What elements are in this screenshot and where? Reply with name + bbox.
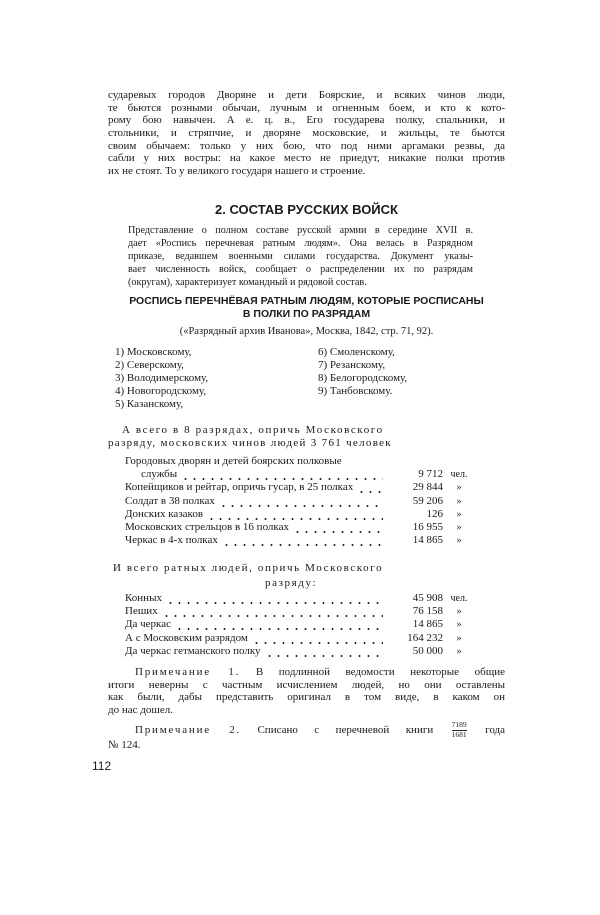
table-row: [125, 481, 475, 494]
text-line: их не стоят. То у великого государя нашего и строение.: [108, 165, 366, 178]
row-value: 9 712: [418, 468, 443, 481]
note-1-line-1: [108, 666, 505, 679]
table-row: [125, 508, 475, 521]
intro-line: приказе, ведавшем военными силами государства. Документ указы-: [128, 251, 473, 262]
fraction-numerator: 7189: [451, 720, 467, 730]
row-unit: »: [456, 606, 462, 618]
note-2-text: Списано с перечневой книги: [241, 724, 434, 736]
row-unit: »: [456, 619, 462, 631]
dot-leader: [175, 618, 383, 631]
list-item: 8) Белогородскому,: [318, 372, 408, 384]
total2-heading-line-1: И всего ратных людей, опричь Московского: [113, 562, 384, 574]
row-unit: »: [456, 632, 462, 644]
text-line: те бьются розными обычаи, лучным и огненным боем, и кто к кото-: [108, 101, 505, 114]
total1-heading-line-1: А всего в 8 разрядах, опричь Московского: [122, 424, 384, 436]
total1-heading-line-2: разряду, московских чинов людей 3 761 человек: [108, 436, 392, 449]
row-unit: »: [456, 645, 462, 657]
intro-line: дает «Роспись перечневая ратным людям». Она велась в Разрядном: [128, 238, 473, 249]
note-2-label: Примечание 2.: [135, 724, 242, 736]
paragraph-continuation: [108, 89, 505, 178]
list-item: 7) Резанскому,: [318, 359, 386, 371]
source-citation: («Разрядный архив Иванова», Москва, 1842, стр. 71, 92).: [179, 326, 434, 337]
note-1-line: до нас дошел.: [108, 704, 173, 717]
note-2-line-1: [108, 721, 505, 739]
dot-leader: [207, 508, 383, 521]
note-2: [108, 721, 505, 752]
intro-line: (округам), характеризует командный и рядовой состав.: [128, 277, 367, 288]
dot-leader: [357, 481, 383, 494]
row-label: Донских казаков: [125, 507, 204, 520]
total2-heading-line-2: разряду:: [265, 577, 318, 589]
razryad-list-right: [318, 346, 407, 398]
row-label: Да черкас гетманского полку: [125, 644, 261, 657]
row-unit: »: [456, 495, 462, 507]
row-value: 76 158: [412, 605, 443, 618]
text-line: рому бою навычен. А е. ц. в., Его государева полку, спальники, и: [108, 114, 505, 127]
list-item: 1) Московскому,: [115, 346, 192, 358]
dot-leader: [181, 468, 383, 481]
row-value: 59 206: [412, 494, 443, 507]
document-title-line-2: В ПОЛКИ ПО РАЗРЯДАМ: [242, 308, 371, 320]
row-unit: »: [456, 508, 462, 520]
note-1: [108, 666, 505, 717]
note-2-line-2: № 124.: [108, 739, 141, 751]
list-item: 9) Танбовскому.: [318, 385, 393, 397]
dot-leader: [166, 592, 383, 605]
text-line: стольники, и стряпчие, и дворяне московские, и жильцы, те бьются: [108, 127, 505, 140]
note-1-text: В подлинной ведомости некоторые общие: [240, 666, 505, 678]
row-label: Черкас в 4-х полках: [125, 534, 218, 547]
dot-leader: [252, 632, 383, 645]
row-unit: »: [456, 535, 462, 547]
row-unit: »: [456, 521, 462, 533]
razryad-list-left: [115, 346, 208, 411]
dot-leader: [265, 645, 383, 658]
text-line: сударевых городов Дворяне и дети Боярские, и всяких чинов люди,: [108, 89, 505, 101]
section-intro: [128, 224, 473, 289]
dot-leader: [219, 495, 383, 508]
list-item: 5) Казанскому,: [115, 398, 184, 410]
row-label: А с Московским разрядом: [125, 631, 248, 644]
table-1: [125, 455, 475, 547]
document-title-line-1: РОСПИСЬ ПЕРЕЧНЁВАЯ РАТНЫМ ЛЮДЯМ, КОТОРЫЕ РОСПИСАНЫ: [129, 295, 484, 307]
row-value: 14 865: [412, 618, 443, 631]
row-unit: чел.: [450, 469, 468, 481]
table-row: [125, 534, 475, 547]
note-1-line: итоги неверны с частным исчислением людей, но они оставлены: [108, 678, 505, 691]
table-2: [125, 592, 475, 658]
intro-line: Представление о полном составе русской армии в середине XVII в.: [128, 225, 473, 236]
table-row: [125, 495, 475, 508]
intro-line: вает численность войск, сообщает о распределении их по разрядам: [128, 264, 473, 275]
row-value: 164 232: [407, 631, 443, 644]
row-value: 126: [426, 507, 443, 520]
row-value: 14 865: [412, 534, 443, 547]
text-line: сабли у них востры: на какое место не приедут, никакие полки против: [108, 152, 505, 165]
dot-leader: [162, 605, 383, 618]
row-label: Да черкас: [125, 618, 171, 631]
row-value: 50 000: [412, 644, 443, 657]
book-number-fraction: [452, 721, 467, 739]
table-row: [125, 618, 475, 631]
row-label: службы: [141, 468, 178, 481]
row-label: Копейщиков и рейтар, опричь гусар, в 25 полках: [125, 481, 354, 494]
fraction-denominator: 1681: [451, 729, 467, 739]
table-row: [125, 592, 475, 605]
note-1-line: как были, дабы представить оригинал в том виде, в каком он: [108, 691, 505, 704]
row-label: Московских стрельцов в 16 полках: [125, 520, 289, 533]
table-row-label-continued: [125, 455, 475, 468]
row-label: Солдат в 38 полках: [125, 494, 215, 507]
table-row: [125, 632, 475, 645]
note-2-text-after: года: [468, 724, 505, 736]
dot-leader: [222, 534, 383, 547]
note-1-label: Примечание 1.: [135, 666, 241, 678]
list-item: 4) Новогородскому,: [115, 385, 207, 397]
list-item: 6) Смоленскому,: [318, 346, 395, 358]
section-heading: 2. СОСТАВ РУССКИХ ВОЙСК: [215, 202, 398, 217]
list-item: 3) Володимерскому,: [115, 372, 209, 384]
text-line: своим обычаем: только у них бою, что под ними аргамаки резвы, да: [108, 139, 505, 152]
row-label: Конных: [125, 592, 162, 604]
dot-leader: [293, 521, 383, 534]
row-unit: »: [456, 482, 462, 494]
row-unit: чел.: [450, 593, 468, 604]
page-number: 112: [92, 759, 112, 773]
row-label: Городовых дворян и детей боярских полковые: [125, 455, 342, 467]
row-value: 29 844: [412, 481, 443, 494]
list-item: 2) Северскому,: [115, 359, 184, 371]
row-label: Пеших: [125, 605, 158, 618]
row-value: 45 908: [412, 592, 443, 604]
row-value: 16 955: [412, 520, 443, 533]
table-row: [125, 521, 475, 534]
table-row: [125, 605, 475, 618]
table-row: [125, 645, 475, 658]
table-row: [125, 468, 475, 481]
